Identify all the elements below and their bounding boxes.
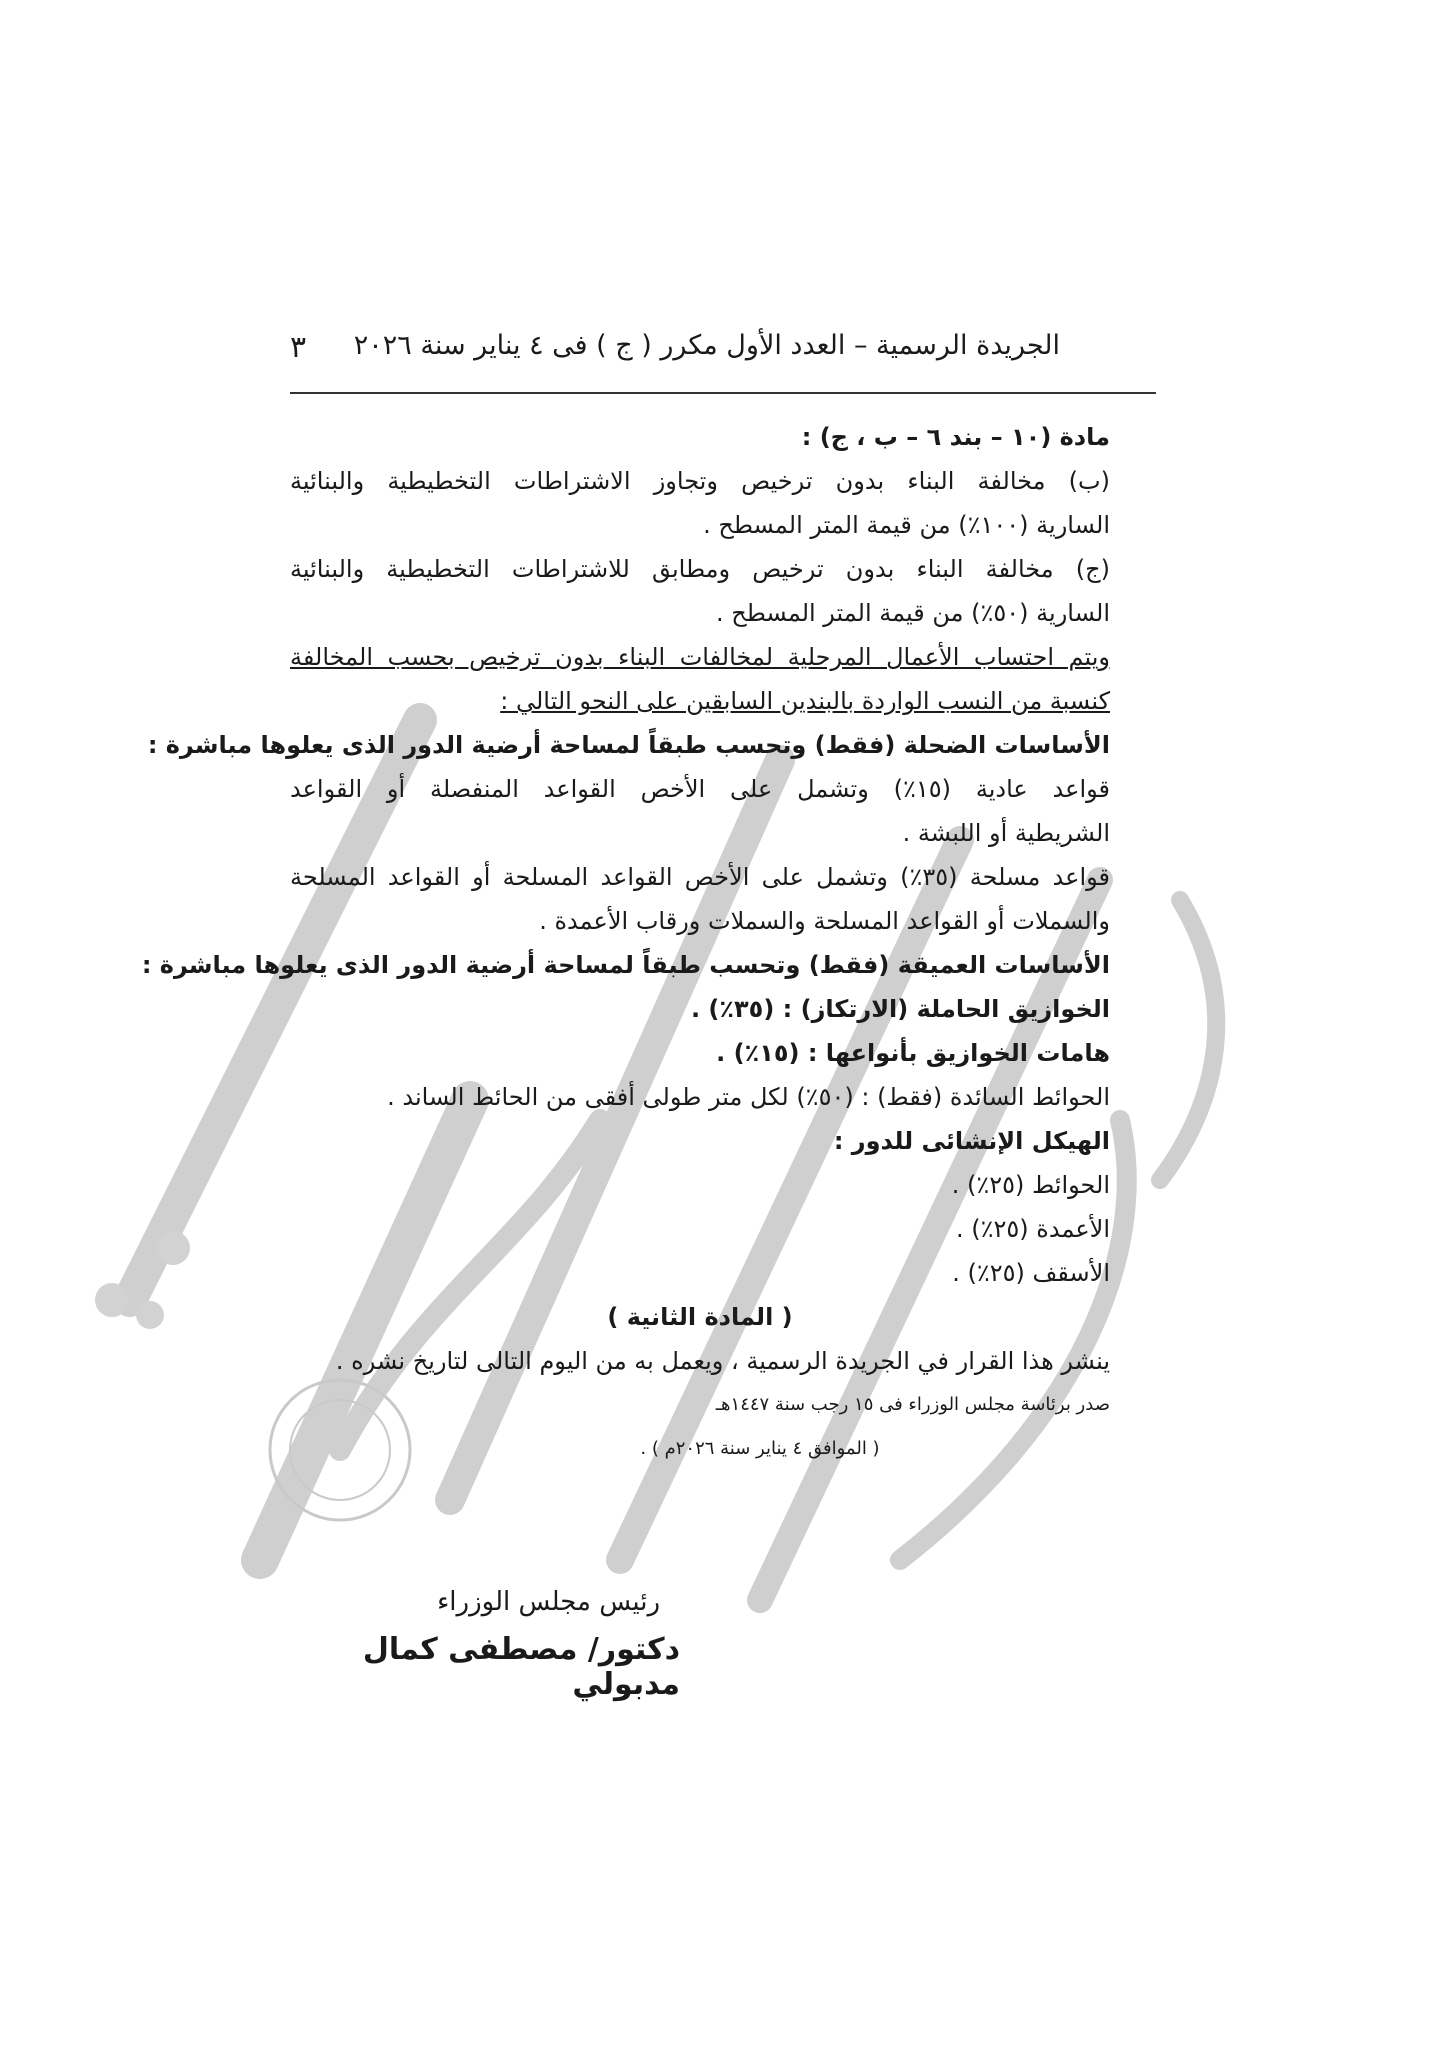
- structure-columns: الأعمدة (٢٥٪) .: [955, 1215, 1110, 1243]
- deep-piles: الخوازيق الحاملة (الارتكاز) : (٣٥٪) .: [690, 995, 1110, 1023]
- header-rule: [290, 392, 1156, 394]
- structure-heading: الهيكل الإنشائى للدور :: [833, 1127, 1110, 1155]
- signature-name: دكتور/ مصطفى كمال مدبولي: [362, 1632, 680, 1702]
- issued-line2: ( الموافق ٤ يناير سنة ٢٠٢٦م ) .: [640, 1438, 880, 1459]
- article-two-text: ينشر هذا القرار في الجريدة الرسمية ، ويعمل به من اليوم التالى لتاريخ نشره .: [335, 1347, 1110, 1375]
- deep-retaining-walls: الحوائط السائدة (فقط) : (٥٠٪) لكل متر طولى أفقى من الحائط الساند .: [387, 1083, 1110, 1111]
- page-number: ٣: [290, 330, 307, 365]
- document-body: [141, 415, 1110, 1471]
- item-c-line2: السارية (٥٠٪) من قيمة المتر المسطح .: [715, 599, 1110, 627]
- item-b-line1: (ب) مخالفة البناء بدون ترخيص وتجاوز الاشتراطات التخطيطية والبنائية: [290, 467, 1110, 495]
- shallow-regular-line1: قواعد عادية (١٥٪) وتشمل على الأخص القواعد المنفصلة أو القواعد: [290, 775, 1110, 803]
- gazette-title: الجريدة الرسمية – العدد الأول مكرر ( ج ) فى ٤ يناير سنة ٢٠٢٦: [353, 330, 1060, 361]
- item-b-line2: السارية (١٠٠٪) من قيمة المتر المسطح .: [703, 511, 1110, 539]
- issued-line1: صدر برئاسة مجلس الوزراء فى ١٥ رجب سنة ١٤٤٧هـ: [715, 1394, 1110, 1415]
- shallow-heading: الأساسات الضحلة (فقط) وتحسب طبقاً لمساحة أرضية الدور الذى يعلوها مباشرة :: [147, 731, 1110, 759]
- shallow-reinforced-line2: والسملات أو القواعد المسلحة والسملات ورقاب الأعمدة .: [539, 907, 1110, 935]
- item-c-line1: (ج) مخالفة البناء بدون ترخيص ومطابق للاشتراطات التخطيطية والبنائية: [290, 555, 1110, 583]
- shallow-regular-line2: الشريطية أو اللبشة .: [902, 819, 1110, 847]
- stages-line2: كنسبة من النسب الواردة بالبندين السابقين على النحو التالي :: [500, 687, 1110, 715]
- article-two-heading: ( المادة الثانية ): [607, 1303, 793, 1331]
- structure-walls: الحوائط (٢٥٪) .: [951, 1171, 1110, 1199]
- stages-line1: ويتم احتساب الأعمال المرحلية لمخالفات البناء بدون ترخيص بحسب المخالفة: [290, 643, 1110, 671]
- page-header: [290, 330, 1155, 374]
- structure-ceilings: الأسقف (٢٥٪) .: [952, 1259, 1110, 1287]
- signature-title: رئيس مجلس الوزراء: [437, 1587, 660, 1617]
- deep-heading: الأساسات العميقة (فقط) وتحسب طبقاً لمساحة أرضية الدور الذى يعلوها مباشرة :: [141, 951, 1110, 979]
- shallow-reinforced-line1: قواعد مسلحة (٣٥٪) وتشمل على الأخص القواعد المسلحة أو القواعد المسلحة: [290, 863, 1110, 891]
- deep-pile-caps: هامات الخوازيق بأنواعها : (١٥٪) .: [716, 1039, 1110, 1067]
- article-heading: مادة (١٠ – بند ٦ – ب ، ج) :: [801, 423, 1110, 451]
